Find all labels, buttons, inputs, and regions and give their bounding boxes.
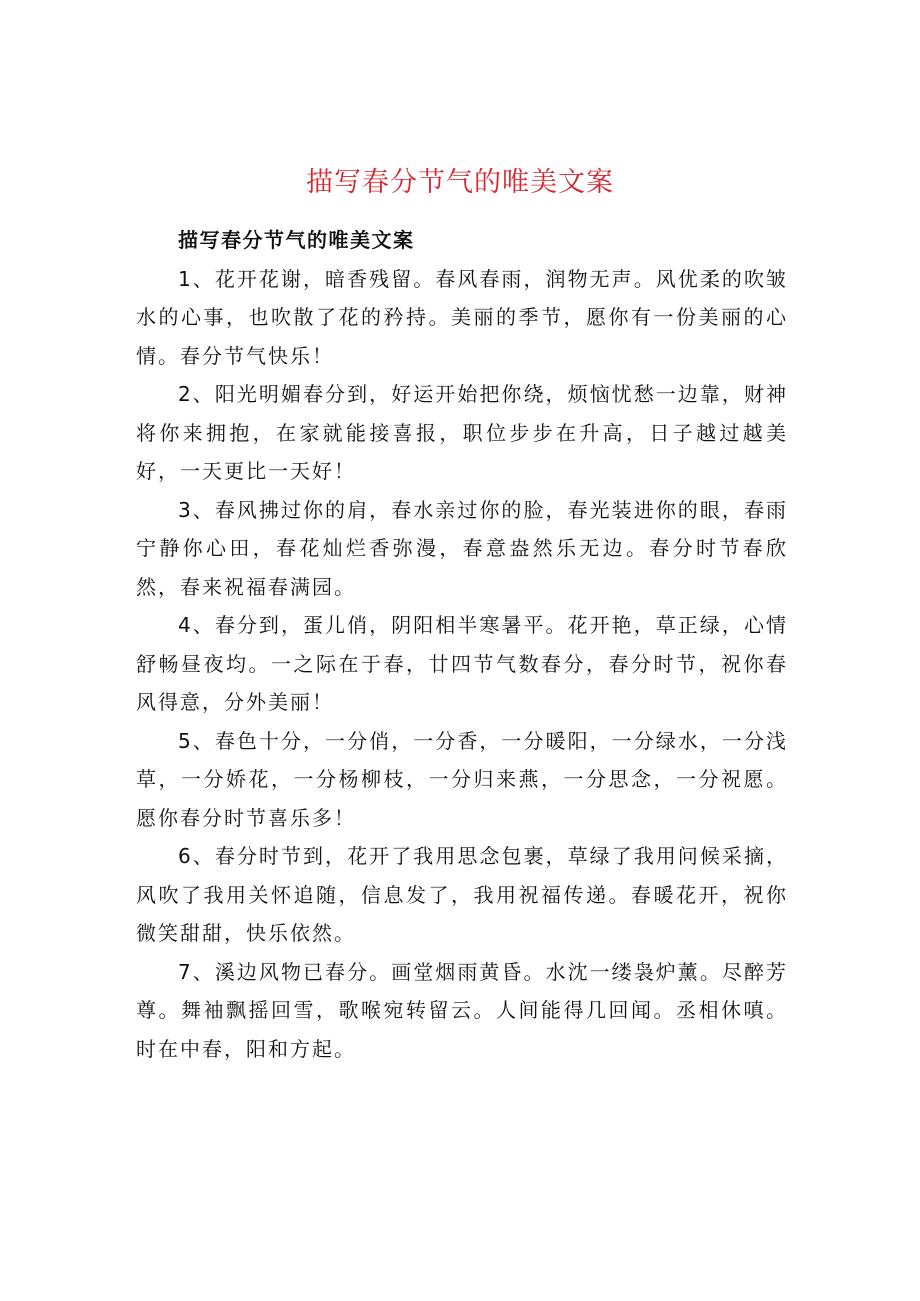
paragraph-4: 4、春分到，蛋儿俏，阴阳相半寒暑平。花开艳，草正绿，心情舒畅昼夜均。一之际在于春，廿四节气数春分，春分时节，祝你春风得意，分外美丽！ [136,613,788,714]
paragraph-2: 2、阳光明媚春分到，好运开始把你绕，烦恼忧愁一边靠，财神将你来拥抱，在家就能接喜报，职位步步在升高，日子越过越美好，一天更比一天好！ [136,382,788,483]
document-body [136,221,788,1068]
paragraph-5: 5、春色十分，一分俏，一分香，一分暖阳，一分绿水，一分浅草，一分娇花，一分杨柳枝，一分归来燕，一分思念，一分祝愿。愿你春分时节喜乐多！ [136,728,788,830]
paragraph-7: 7、溪边风物已春分。画堂烟雨黄昏。水沈一缕袅炉薰。尽醉芳尊。舞袖飘摇回雪，歌喉宛转留云。人间能得几回闻。丞相休嗔。时在中春，阳和方起。 [136,959,788,1061]
paragraph-3: 3、春风拂过你的肩，春水亲过你的脸，春光装进你的眼，春雨宁静你心田，春花灿烂香弥漫，春意盎然乐无边。春分时节春欣然，春来祝福春满园。 [136,497,788,599]
section-heading: 描写春分节气的唯美文案 [178,228,415,252]
document-title: 描写春分节气的唯美文案 [306,167,614,198]
paragraph-1: 1、花开花谢，暗香残留。春风春雨，润物无声。风优柔的吹皱水的心事，也吹散了花的矜持。美丽的季节，愿你有一份美丽的心情。春分节气快乐！ [136,266,788,368]
paragraph-6: 6、春分时节到，花开了我用思念包裹，草绿了我用问候采摘，风吹了我用关怀追随，信息发了，我用祝福传递。春暖花开，祝你微笑甜甜，快乐依然。 [136,844,788,945]
